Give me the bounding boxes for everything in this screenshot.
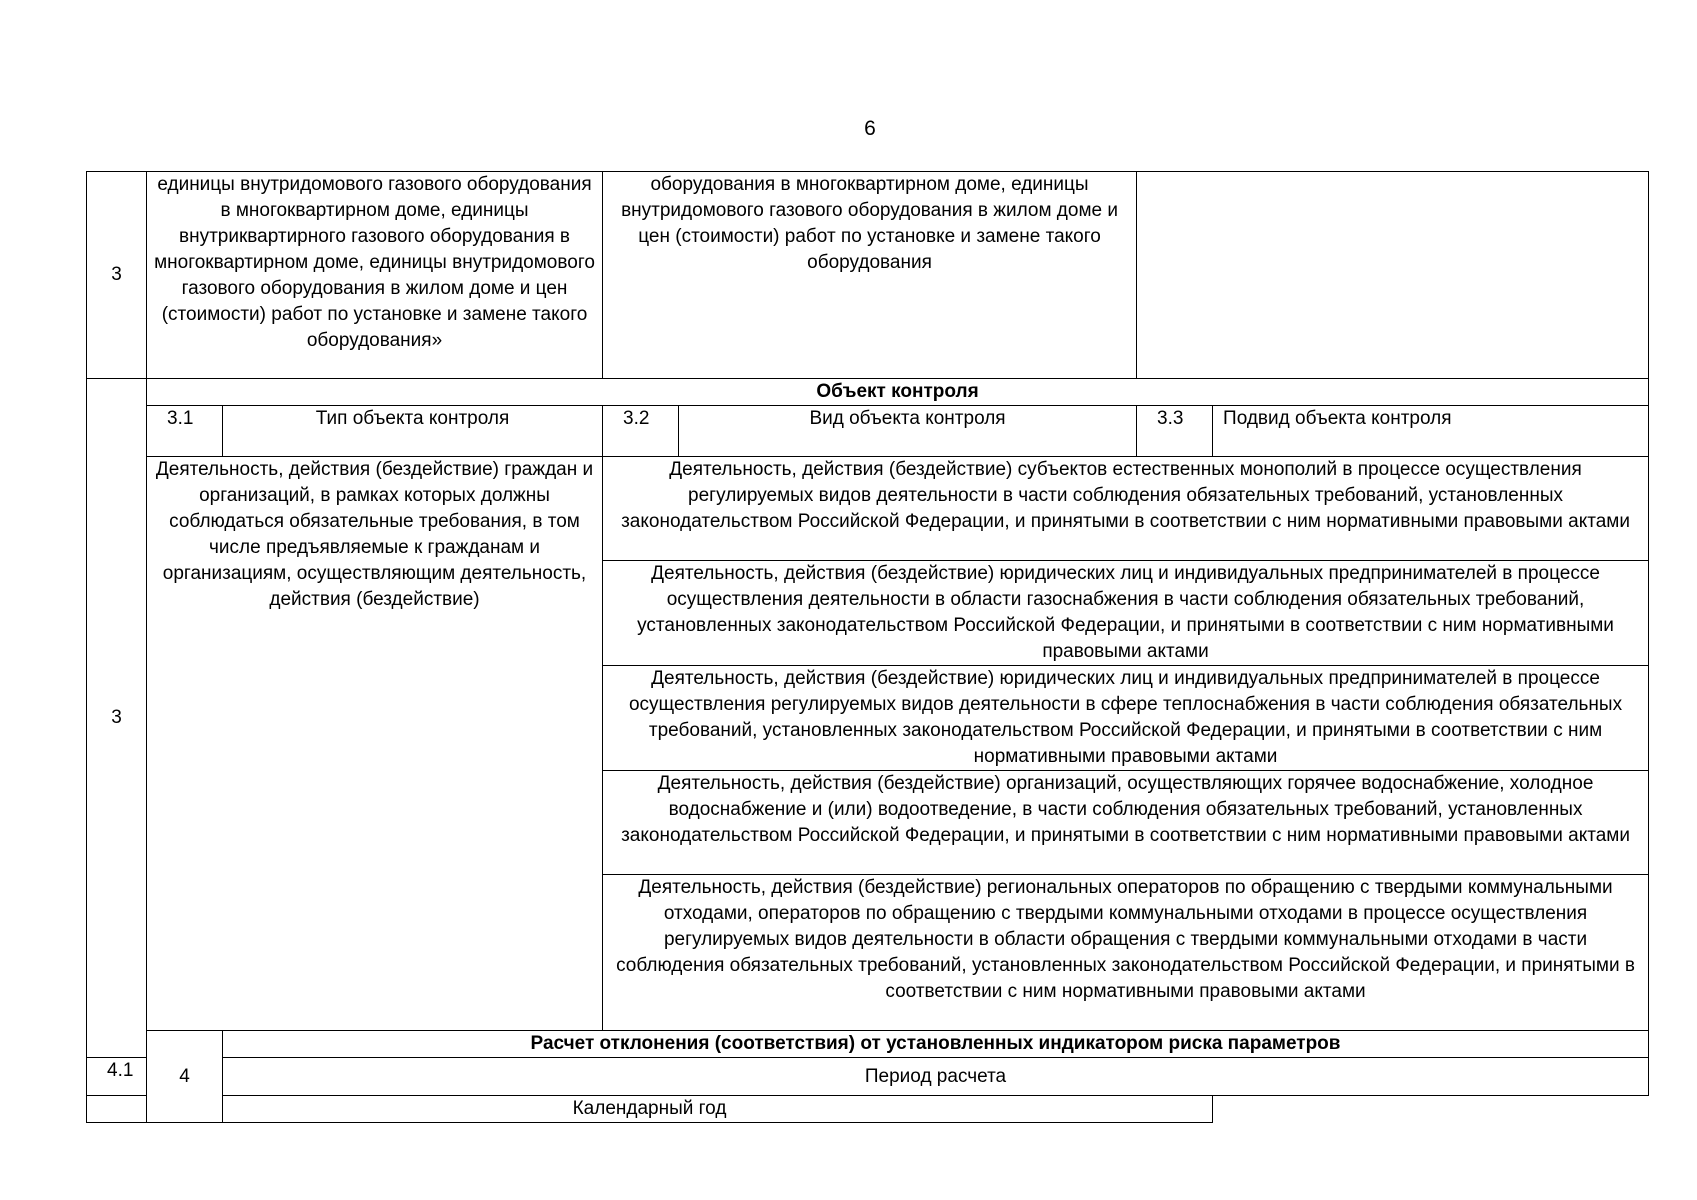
kind-row <box>87 457 1649 561</box>
sub-4-1-number: 4.1 <box>87 1058 147 1096</box>
continued-col1: единицы внутридомового газового оборудования в многоквартирном доме, единицы внутриквартирного газового оборудования в многоквартирном доме, единицы внутридомового газового оборудования в жилом доме и цен (стоимости) работ по установке и замене такого оборудования» <box>147 172 603 379</box>
document-table <box>86 171 1649 1123</box>
continued-row <box>87 172 1649 379</box>
sub-4-1-label: Период расчета <box>223 1058 1649 1096</box>
period-value: Календарный год <box>87 1096 1213 1123</box>
page-number: 6 <box>864 117 876 140</box>
sub-3-2-number: 3.2 <box>603 406 679 457</box>
section-4-value-row <box>87 1096 1649 1123</box>
object-kind-2: Деятельность, действия (бездействие) юридических лиц и индивидуальных предпринимателей в процессе осуществления деятельности в области газоснабжения в части соблюдения обязательных требований, установленных законодательством Российской Федерации, и принятыми в соответствии с ним нормативными правовыми актами <box>603 561 1649 666</box>
row-number: 3 <box>87 172 147 379</box>
sub-3-1-label: Тип объекта контроля <box>223 406 603 457</box>
object-kind-3: Деятельность, действия (бездействие) юридических лиц и индивидуальных предпринимателей в процессе осуществления регулируемых видов деятельности в сфере теплоснабжения в части соблюдения обязательных требований, установленных законодательством Российской Федерации, и принятыми в соответствии с ним нормативными правовыми актами <box>603 666 1649 771</box>
continued-col3 <box>1137 172 1649 379</box>
section-3-subheader-row <box>87 406 1649 457</box>
sub-3-2-label: Вид объекта контроля <box>679 406 1137 457</box>
section-4-number: 4 <box>147 1031 223 1123</box>
section-3-number: 3 <box>87 379 147 1058</box>
sub-3-3-number: 3.3 <box>1137 406 1213 457</box>
section-3-header-row <box>87 379 1649 406</box>
object-kind-4: Деятельность, действия (бездействие) организаций, осуществляющих горячее водоснабжение, холодное водоснабжение и (или) водоотведение, в части соблюдения обязательных требований, установленных законодательством Российской Федерации, и принятыми в соответствии с ним нормативными правовыми актами <box>603 771 1649 875</box>
object-kind-5: Деятельность, действия (бездействие) региональных операторов по обращению с твердыми коммунальными отходами, операторов по обращению с твердыми коммунальными отходами в процессе осуществления регулируемых видов деятельности в области обращения с твердыми коммунальными отходами в части соблюдения обязательных требований, установленных законодательством Российской Федерации, и принятыми в соответствии с ним нормативными правовыми актами <box>603 875 1649 1031</box>
object-kind-1: Деятельность, действия (бездействие) субъектов естественных монополий в процессе осуществления регулируемых видов деятельности в части соблюдения обязательных требований, установленных законодательством Российской Федерации, и принятыми в соответствии с ним нормативными правовыми актами <box>603 457 1649 561</box>
section-4-subheader-row <box>87 1058 1649 1096</box>
section-4-header-row <box>87 1031 1649 1058</box>
section-3-title: Объект контроля <box>147 379 1649 406</box>
section-4-title: Расчет отклонения (соответствия) от установленных индикатором риска параметров <box>223 1031 1649 1058</box>
object-type-text: Деятельность, действия (бездействие) граждан и организаций, в рамках которых должны соблюдаться обязательные требования, в том числе предъявляемые к гражданам и организациям, осуществляющим деятельность, действия (бездействие) <box>147 457 603 1031</box>
sub-3-3-label: Подвид объекта контроля <box>1213 406 1649 457</box>
sub-3-1-number: 3.1 <box>147 406 223 457</box>
continued-col2: оборудования в многоквартирном доме, единицы внутридомового газового оборудования в жилом доме и цен (стоимости) работ по установке и замене такого оборудования <box>603 172 1137 379</box>
